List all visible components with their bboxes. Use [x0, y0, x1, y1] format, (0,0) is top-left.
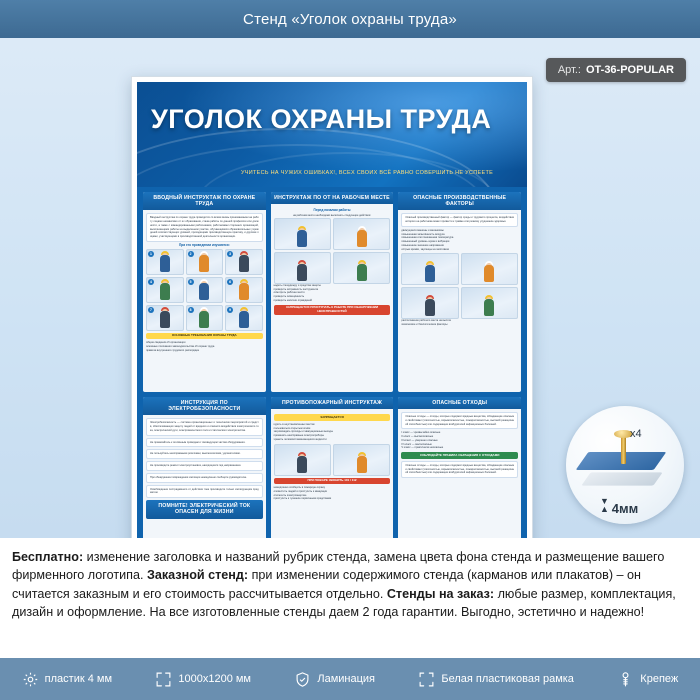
photo-tile — [186, 305, 224, 331]
article-value: OT-36-POPULAR — [585, 64, 674, 76]
panel-2-item-0: надеть спецодежду и средства защиты — [273, 283, 321, 287]
panel-6-class-4: V класс — практически неопасные — [401, 446, 444, 450]
panel-3-intro: Опасный производственный фактор — фактор среды и трудового процесса, воздействие которого на работника может привести к травме или резкому ухудшению здоровья. — [405, 216, 515, 224]
photo-tile — [225, 249, 263, 275]
photo-number: 5 — [188, 279, 194, 285]
worker-figure — [160, 311, 170, 328]
panel-5-yellow-bar: ЗАПРЕЩАЕТСЯ — [274, 414, 391, 421]
photo-number: 3 — [227, 251, 233, 257]
panel-2-item-3: проверить освещённость — [273, 295, 305, 299]
desc-free-label: Бесплатно: — [12, 550, 84, 564]
spec-frame — [418, 671, 574, 688]
panel-4-block-0-box — [146, 438, 263, 448]
panel-4-block-3-box — [146, 473, 263, 483]
panel-4-title: ИНСТРУКЦИЯ ПО ЭЛЕКТРОБЕЗОПАСНОСТИ — [143, 397, 266, 415]
panel-6-body — [398, 409, 521, 538]
photo-tile — [333, 444, 390, 476]
panel-1-body — [143, 210, 266, 392]
article-label: Арт.: — [557, 64, 581, 76]
panel-3-item-6: расположение рабочего места на высоте — [401, 319, 452, 323]
panel-4-block-4-box — [146, 485, 263, 499]
panel-1-intro-box — [146, 213, 263, 242]
panel-2-red-bar: ЗАПРЕЩАЕТСЯ ПРИСТУПАТЬ К РАБОТЕ ПРИ ОБНАРУЖЕНИИ НЕИСПРАВНОСТЕЙ — [274, 305, 391, 315]
article-badge — [546, 58, 686, 82]
panel-1-subhead: При его проведении изучаются: — [178, 242, 230, 247]
photo-tile — [146, 249, 184, 275]
panel-3-item-0: движущиеся машины и механизмы — [401, 228, 444, 232]
shield-icon — [294, 671, 311, 688]
panel-3-title: ОПАСНЫЕ ПРОИЗВОДСТВЕННЫЕ ФАКТОРЫ — [398, 192, 521, 210]
panel-protivopozharny — [271, 397, 394, 538]
worker-figure — [239, 283, 249, 300]
spec-frame-label: Белая пластиковая рамка — [441, 673, 574, 685]
panel-4-intro-box — [146, 418, 263, 435]
panel-6-title: ОПАСНЫЕ ОТХОДЫ — [398, 397, 521, 409]
panel-5-action-1: оповестить людей и приступить к эвакуации — [273, 489, 328, 493]
photo-tile — [186, 277, 224, 303]
panel-4-block-0: Не прикасайтесь к оголённым проводам и токоведущим частям оборудования. — [150, 440, 246, 444]
photo-number: 1 — [148, 251, 154, 257]
panel-4-blue-bar: ПОМНИТЕ! ЭЛЕКТРИЧЕСКИЙ ТОК ОПАСЕН ДЛЯ ЖИЗНИ — [146, 500, 263, 518]
panel-2-photos — [274, 218, 391, 284]
photo-tile — [225, 277, 263, 303]
desc-custom-text: при изменении содержимого стенда (карманов или плакатов) – он считается заказным и его стоимость рассчитывается отдельно. — [12, 568, 641, 601]
panel-2-title: ИНСТРУКТАЖ ПО ОТ НА РАБОЧЕМ МЕСТЕ — [271, 192, 394, 204]
photo-tile — [274, 444, 331, 476]
page-title: Стенд «Уголок охраны труда» — [243, 10, 457, 28]
page-header — [0, 0, 700, 38]
frame-icon — [418, 671, 435, 688]
panel-6-intro: Опасные отходы — отходы, которые содержат вредные вещества, обладающие опасными свойствами (токсичностью, взрывоопасностью, пожароопасностью, высокой реакционной способностью) или содержащие возбудителей инфекционных болезней. — [405, 415, 515, 426]
worker-figure — [357, 230, 367, 247]
photo-number: 7 — [148, 307, 154, 313]
panel-4-block-1: Не пользуйтесь неисправными розетками, выключателями, удлинителями. — [150, 452, 241, 456]
stand-inner — [137, 82, 527, 538]
panel-6-class-3: IV класс — малоопасные — [401, 442, 432, 446]
stand-poster — [131, 76, 533, 538]
panel-1-title: ВВОДНЫЙ ИНСТРУКТАЖ ПО ОХРАНЕ ТРУДА — [143, 192, 266, 210]
stand-row-top — [143, 192, 521, 392]
panel-5-red-bar: ПРИ ПОЖАРЕ ЗВОНИТЬ 101 / 112 — [274, 478, 391, 485]
photo-tile — [146, 277, 184, 303]
panel-opasnye-faktory — [398, 192, 521, 392]
desc-custom-label: Заказной стенд: — [146, 568, 249, 583]
panel-5-item-4: хранить легковоспламеняющиеся жидкости — [273, 437, 327, 441]
photo-number: 4 — [148, 279, 154, 285]
panel-2-item-2: осмотреть рабочее место — [273, 291, 305, 295]
spec-material — [22, 671, 112, 688]
desc-free-text: изменение заголовка и названий рубрик стенда, замена цвета фона стенда и размещение вашего фирменного логотипа. — [12, 550, 665, 583]
stand-content — [137, 187, 527, 538]
panel-4-block-2-box — [146, 461, 263, 471]
panel-6-class-2: III класс — умеренно опасные — [401, 438, 438, 442]
worker-figure — [239, 255, 249, 272]
worker-figure — [297, 264, 307, 281]
panel-5-item-2: загромождать проходы и эвакуационные выходы — [273, 430, 333, 434]
panel-4-intro: Электробезопасность — система организационных и технических мероприятий и средств, обеспечивающих защиту людей от вредного и опасного воздействия электрического тока, электрической дуги, электромагнитного поля и статического электричества. — [150, 421, 259, 432]
product-description — [0, 538, 700, 629]
photo-tile — [186, 249, 224, 275]
worker-figure — [239, 311, 249, 328]
panel-4-block-2: Не производите ремонт электроустановок, находящихся под напряжением. — [150, 464, 242, 468]
panel-1-intro: Вводный инструктаж по охране труда проводится со всеми вновь принимаемыми на работу лицами независимо от их образования, стажа работы по данной профессии или должности, а также с командированными работниками, работниками сторонних организаций, выполняющими работы на выделенном участке, обучающимися образовательных учреждений соответствующих уровней, проходящими производственную практику, и другими лицами, участвующими в производственной деятельности организации. — [150, 216, 259, 239]
panel-3-item-3: повышенный уровень шума и вибрации — [401, 240, 450, 244]
panel-4-block-1-box — [146, 449, 263, 459]
worker-figure — [425, 265, 435, 282]
panel-5-item-0: курить в неустановленных местах — [273, 422, 315, 426]
worker-figure — [484, 265, 494, 282]
panel-3-item-5: острые кромки, заусенцы на заготовках — [401, 247, 450, 251]
photo-tile — [225, 305, 263, 331]
panel-2-subhead2: на рабочем месте необходимо выполнить следующие действия: — [293, 214, 371, 218]
panel-6-intro-box — [401, 412, 518, 429]
worker-figure — [297, 230, 307, 247]
spec-size-label: 1000x1200 мм — [178, 673, 251, 685]
panel-6-extra: Опасные отходы — отходы, которые содержат вредные вещества, обладающие опасными свойствами (токсичностью, взрывоопасностью, пожароопасностью, высокой реакционной способностью) или содержащие возбудителей инфекционных болезней. — [405, 463, 515, 475]
photo-tile — [274, 218, 331, 250]
panel-1-photos — [146, 249, 263, 331]
stand-subtitle: УЧИТЕСЬ НА ЧУЖИХ ОШИБКАХ!, ВСЕХ СВОИХ ВСЁ РАВНО СОВЕРШИТЬ НЕ УСПЕЕТЕ — [241, 170, 494, 176]
stand-banner — [137, 82, 527, 187]
panel-vvodny-instruktazh — [143, 192, 266, 392]
panel-5-title: ПРОТИВОПОЖАРНЫЙ ИНСТРУКТАЖ — [271, 397, 394, 409]
panel-opasnye-othody — [398, 397, 521, 538]
worker-figure — [160, 283, 170, 300]
panel-instruktazh-rabochee-mesto — [271, 192, 394, 392]
panel-6-extra-box — [401, 461, 518, 478]
panel-6-class-1: II класс — высокоопасные — [401, 435, 434, 439]
product-image-area — [0, 38, 700, 538]
desc-ondemand-text: любые размер, комплектация, дизайн и оформление. На все изготовленные стенды даем 2 года гарантии. Выгодно, эстетично и надежно! — [12, 586, 676, 619]
gear-icon — [22, 671, 39, 688]
photo-number: 2 — [188, 251, 194, 257]
panel-4-block-4: Освобождение пострадавшего от действия тока производите только изолирующим предметом. — [150, 487, 259, 495]
panel-3-body — [398, 210, 521, 392]
panel-3-item-4: повышенное значение напряжения — [401, 243, 444, 247]
worker-figure — [199, 283, 209, 300]
panel-5-body — [271, 409, 394, 538]
photo-tile — [461, 253, 518, 285]
photo-tile — [401, 287, 458, 319]
photo-tile — [333, 218, 390, 250]
resize-icon — [155, 671, 172, 688]
screw-icon — [621, 434, 626, 464]
stand-row-bottom — [143, 397, 521, 538]
screw-icon — [617, 671, 634, 688]
photo-number: 9 — [227, 307, 233, 313]
panel-5-photos — [274, 444, 391, 476]
panel-3-photos — [401, 253, 518, 319]
photo-tile — [333, 252, 390, 284]
worker-figure — [425, 299, 435, 316]
panel-1-item-2: правила внутреннего трудового распорядка — [146, 348, 199, 352]
panel-6-class-0: I класс — чрезвычайно опасные — [401, 431, 441, 435]
spec-lamination — [294, 671, 375, 688]
fastener-count: x4 — [630, 428, 642, 440]
panel-5-action-0: немедленно сообщить в пожарную охрану — [273, 486, 326, 490]
photo-number: 8 — [188, 307, 194, 313]
panel-1-yellow-bar: ОСНОВНЫЕ ТРЕБОВАНИЯ ОХРАНЫ ТРУДА — [146, 333, 263, 340]
panel-5-item-3: применять неисправные электроприборы — [273, 434, 325, 438]
panel-2-subhead: Перед началом работы — [313, 208, 351, 213]
photo-tile — [461, 287, 518, 319]
desc-ondemand-label: Стенды на заказ: — [386, 586, 495, 601]
fastener-plate-white — [581, 472, 662, 485]
panel-elektrobezopasnost — [143, 397, 266, 538]
panel-3-item-1: повышенная запылённость воздуха — [401, 232, 445, 236]
panel-4-body — [143, 415, 266, 538]
worker-figure — [357, 264, 367, 281]
panel-5-action-3: приступить к тушению первичными средствами — [273, 497, 332, 501]
photo-number: 6 — [227, 279, 233, 285]
photo-tile — [146, 305, 184, 331]
worker-figure — [297, 456, 307, 473]
worker-figure — [357, 456, 367, 473]
worker-figure — [484, 299, 494, 316]
spec-fastener-label: Крепеж — [640, 673, 679, 685]
panel-2-item-4: проверить наличие ограждений — [273, 298, 312, 302]
worker-figure — [199, 255, 209, 272]
panel-2-item-1: проверить исправность инструмента — [273, 287, 319, 291]
panel-1-item-1: основные положения законодательства об охране труда — [146, 345, 215, 349]
spec-size — [155, 671, 251, 688]
panel-6-green-bar: СОБЛЮДАЙТЕ ПРАВИЛА ОБРАЩЕНИЯ С ОТХОДАМИ — [401, 452, 518, 459]
fastener-thickness: 4мм — [611, 501, 639, 516]
thickness-arrows-icon: ▼ ▲ — [600, 495, 609, 514]
photo-tile — [401, 253, 458, 285]
spec-material-label: пластик 4 мм — [44, 673, 113, 685]
panel-5-action-2: отключить электроэнергию — [273, 493, 307, 497]
spec-bar — [0, 658, 700, 700]
panel-3-item-7: химические и биологические факторы — [401, 323, 448, 327]
photo-tile — [274, 252, 331, 284]
worker-figure — [199, 311, 209, 328]
spec-lamination-label: Ламинация — [317, 673, 375, 685]
panel-3-intro-box — [401, 213, 518, 227]
worker-figure — [160, 255, 170, 272]
panel-3-item-2: повышенная или пониженная температура — [401, 236, 454, 240]
panel-4-block-3: При обнаружении повреждения изоляции немедленно сообщите руководителю. — [150, 475, 247, 479]
spec-fastener — [617, 671, 678, 688]
stand-title: УГОЛОК ОХРАНЫ ТРУДА — [151, 104, 492, 134]
panel-1-item-0: общие сведения об организации — [146, 341, 186, 345]
panel-5-item-1: пользоваться открытым огнём — [273, 426, 311, 430]
panel-2-body — [271, 204, 394, 392]
fastener-preview — [566, 406, 684, 524]
